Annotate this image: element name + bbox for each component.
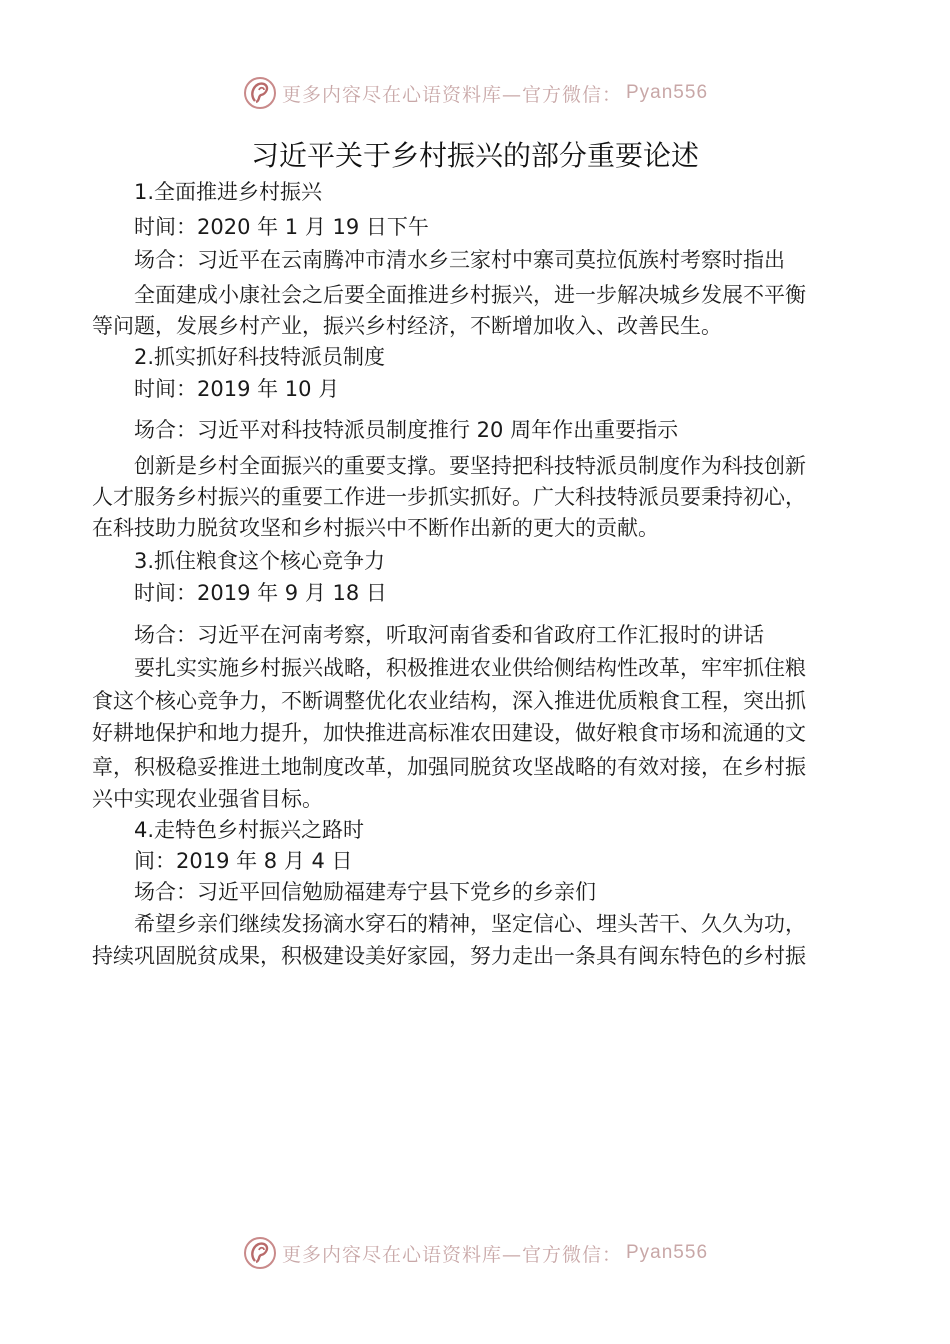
body-text-line: 创新是乡村全面振兴的重要支撑。要坚持把科技特派员制度作为科技创新 <box>134 454 806 478</box>
watermark-footer <box>0 1233 950 1273</box>
body-text-line: 兴中实现农业强省目标。 <box>92 787 323 811</box>
document-title: 习近平关于乡村振兴的部分重要论述 <box>250 139 699 172</box>
watermark-handle: Pyan556 <box>626 1242 709 1263</box>
section-heading: 3.抓住粮食这个核心竞争力 <box>134 549 386 573</box>
ear-logo-icon <box>242 1235 278 1271</box>
body-text-line: 在科技助力脱贫攻坚和乡村振兴中不断作出新的更大的贡献。 <box>92 516 659 540</box>
meta-occasion: 场合：习近平在云南腾冲市清水乡三家村中寨司莫拉佤族村考察时指出 <box>134 248 785 272</box>
body-text-line: 希望乡亲们继续发扬滴水穿石的精神，坚定信心、埋头苦干、久久为功， <box>134 912 806 936</box>
meta-time: 时间：2019 年 10 月 <box>134 377 340 401</box>
body-text-line: 等问题，发展乡村产业，振兴乡村经济，不断增加收入、改善民生。 <box>92 314 722 338</box>
body-text-line: 人才服务乡村振兴的重要工作进一步抓实抓好。广大科技特派员要秉持初心， <box>92 485 806 509</box>
section-heading: 1.全面推进乡村振兴 <box>134 180 323 204</box>
watermark-text: 更多内容尽在心语资料库—官方微信： <box>281 1243 622 1266</box>
watermark-header <box>0 73 950 113</box>
watermark-text: 更多内容尽在心语资料库—官方微信： <box>281 83 622 106</box>
meta-time: 时间：2019 年 9 月 18 日 <box>134 581 387 605</box>
meta-time: 时间：2020 年 1 月 19 日下午 <box>134 215 429 239</box>
body-text-line: 好耕地保护和地力提升，加快推进高标准农田建设，做好粮食市场和流通的文 <box>92 721 806 745</box>
section-heading: 2.抓实抓好科技特派员制度 <box>134 345 386 369</box>
meta-occasion: 场合：习近平回信勉励福建寿宁县下党乡的乡亲们 <box>134 880 596 904</box>
body-text-line: 章，积极稳妥推进土地制度改革，加强同脱贫攻坚战略的有效对接，在乡村振 <box>92 755 806 779</box>
meta-occasion: 场合：习近平对科技特派员制度推行 20 周年作出重要指示 <box>134 418 679 442</box>
meta-occasion: 场合：习近平在河南考察，听取河南省委和省政府工作汇报时的讲话 <box>134 623 764 647</box>
watermark-handle: Pyan556 <box>626 82 709 103</box>
body-text-line: 全面建成小康社会之后要全面推进乡村振兴，进一步解决城乡发展不平衡 <box>134 283 806 307</box>
body-text-line: 持续巩固脱贫成果，积极建设美好家园，努力走出一条具有闽东特色的乡村振 <box>92 944 806 968</box>
body-text-line: 食这个核心竞争力，不断调整优化农业结构，深入推进优质粮食工程，突出抓 <box>92 689 806 713</box>
section-heading: 4.走特色乡村振兴之路时 <box>134 818 365 842</box>
meta-time: 间：2019 年 8 月 4 日 <box>134 849 353 873</box>
ear-logo-icon <box>242 75 278 111</box>
body-text-line: 要扎实实施乡村振兴战略，积极推进农业供给侧结构性改革，牢牢抓住粮 <box>134 656 806 680</box>
